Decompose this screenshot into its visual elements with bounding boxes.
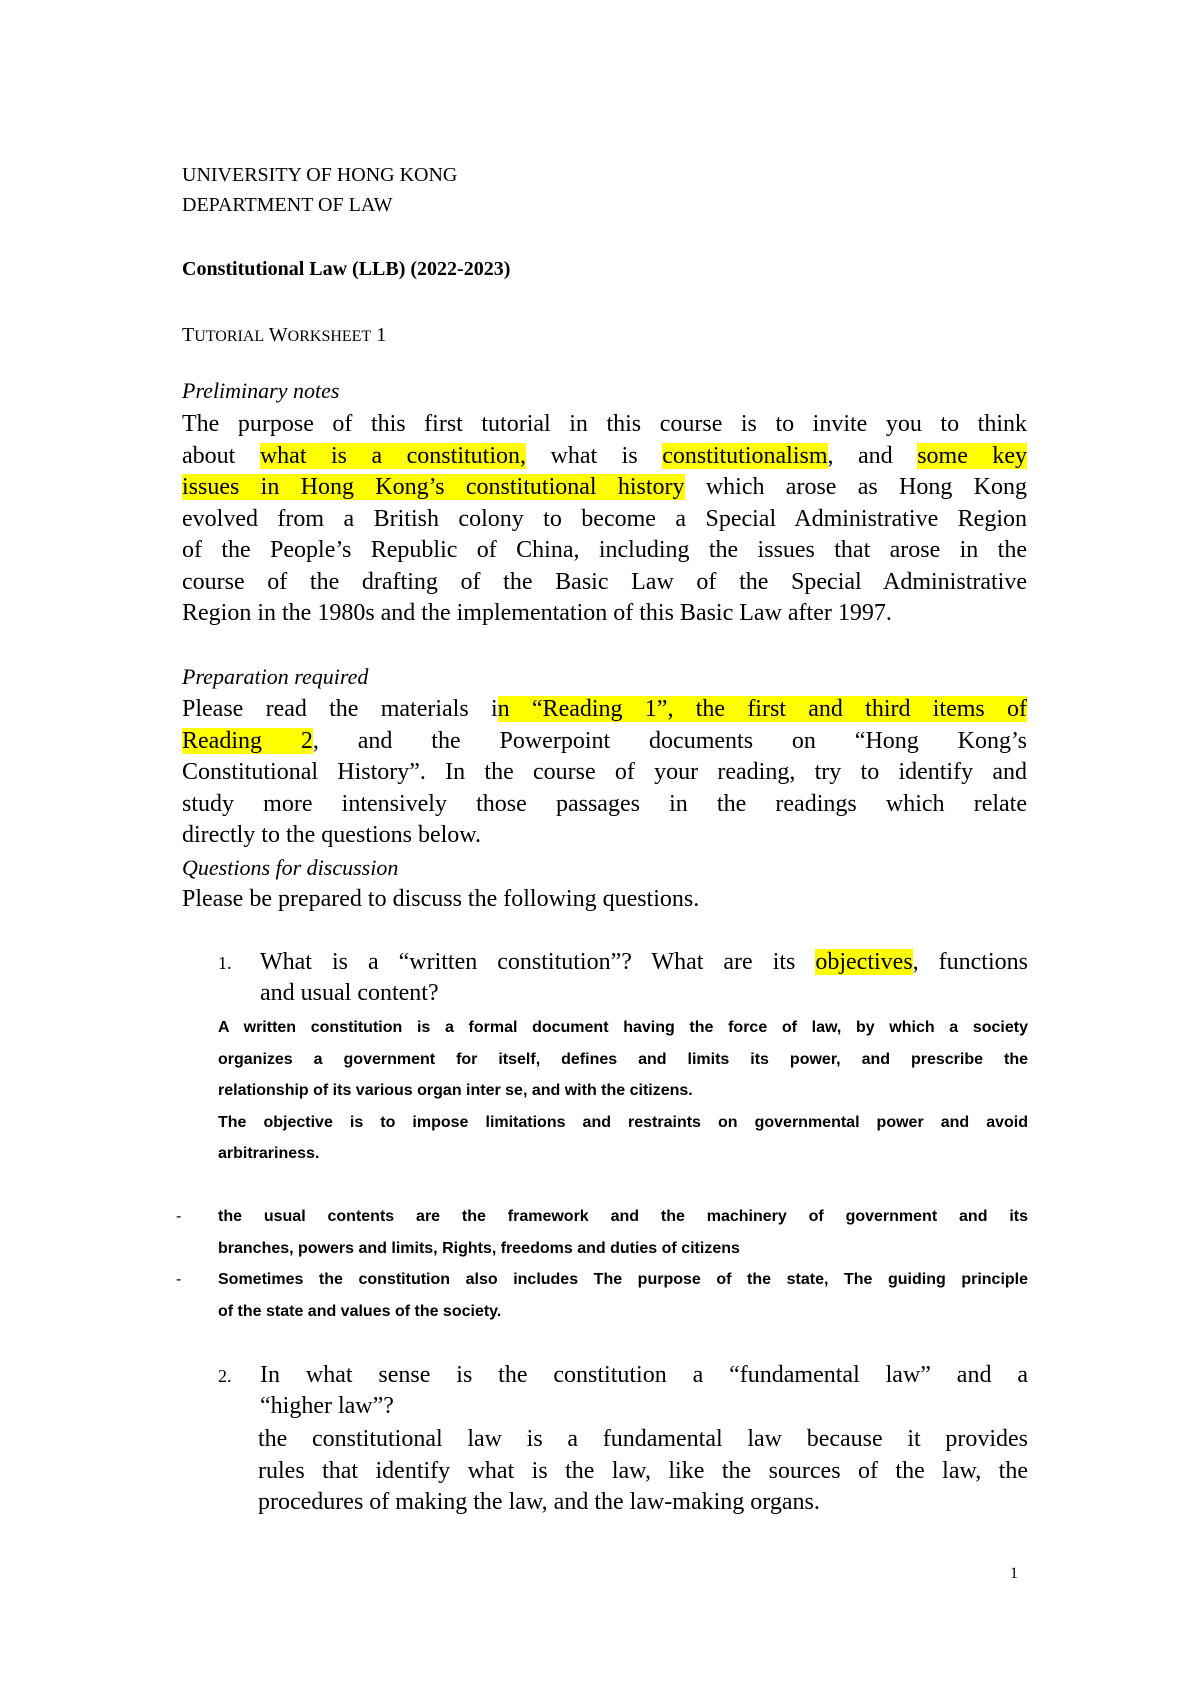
- questions-intro: Please be prepared to discuss the following questions.: [182, 886, 700, 912]
- question-2-number: 2.: [218, 1366, 232, 1386]
- document-page: UNIVERSITY OF HONG KONG DEPARTMENT OF LAW Constitutional Law (LLB) (2022-2023) TUTORIAL WORKSHEET 1 Preliminary notes The purpose of this first tutorial in this course is to invite you to think about what is a constitution, what is constitutionalism, and some key issues in Hong Kong’s constitutional history which arose as Hong Kong evolved from a British colony to become a Special Administrative Region of the People’s Republic of China, including the issues that arose in the course of the drafting of the Basic Law of the Special Administrative Region in the 1980s and the implementation of this Basic Law after 1997. Preparation required Please read the materials in “Reading 1”, the first and third items of Reading 2, and the Powerpoint documents on “Hong Kong’s Constitutional History”. In the course of your reading, try to identify and study more intensively those passages in the readings which relate directly to the questions below. Questions for discussion Please be prepared to discuss the following questions. 1. What is a “written constitution”? What are its objectives, functions and usual content? A written constitution is a formal document having the force of law, by which a society organizes a government for itself, defines and limits its power, and prescribe the relationship of its various organ inter se, and with the citizens. The objective is to impose limitations and restraints on governmental power and avoid arbitrariness. - the usual contents are the framework and the machinery of government and its branches, powers and limits, Rights, freedoms and duties of citizens - Sometimes the constitution also includes The purpose of the state, The guiding principle of the state and values of the society. 2. In what sense is the constitution a “fundamental law” and a “higher law”? the constitutional law is a fundamental law because it provides rules that identify what is the law, like the sources of the law, the procedures of making the law, and the law-making organs. 1: [0, 0, 1200, 1698]
- document-header: [182, 160, 1027, 220]
- highlight-reading-2: Reading 2: [182, 727, 313, 754]
- highlight-constitutionalism: constitutionalism: [662, 442, 828, 469]
- bullet-dash: -: [176, 1271, 182, 1288]
- department-name: DEPARTMENT OF LAW: [182, 194, 393, 216]
- highlight-reading-1: n “Reading 1”, the first and third items of: [497, 696, 1028, 722]
- worksheet-number: 1: [376, 324, 387, 346]
- worksheet-w: W: [268, 324, 288, 346]
- worksheet-t: T: [182, 324, 195, 346]
- preparation-required-heading: Preparation required: [182, 664, 369, 689]
- worksheet-orksheet: ORKSHEET: [287, 328, 372, 345]
- worksheet-title: [182, 320, 1027, 352]
- highlight-constitution: what is a constitution,: [259, 442, 526, 469]
- question-1-number: 1.: [218, 953, 232, 973]
- answer-1: A written constitution is a formal document having the force of law, by which a society organizes a government for itself, defines and limits its power, and prescribe the relationship of its various organ inter se, and with the citizens. The objective is to impose limitations and restraints on governmental power and avoid arbitrariness.: [218, 1019, 1028, 1162]
- bullet-dash: -: [176, 1208, 182, 1225]
- university-name: UNIVERSITY OF HONG KONG: [182, 164, 458, 186]
- preparation-paragraph: Please read the materials in “Reading 1”, the first and third items of Reading 2, and the Powerpoint documents on “Hong Kong’s Constitutional History”. In the course of your reading, try to identify and study more intensively those passages in the readings which relate directly to the questions below.: [182, 696, 1028, 848]
- highlight-objectives: objectives: [815, 949, 913, 975]
- highlight-some-key: some key: [917, 442, 1028, 469]
- answer-2: the constitutional law is a fundamental law because it provides rules that identify what is the law, like the sources of the law, the procedures of making the law, and the law-making organs.: [258, 1426, 1028, 1515]
- course-title: Constitutional Law (LLB) (2022-2023): [182, 258, 511, 280]
- preliminary-notes-paragraph: The purpose of this first tutorial in this course is to invite you to think about what is a constitution, what is constitutionalism, and some key issues in Hong Kong’s constitutional history which arose as Hong Kong evolved from a British colony to become a Special Administrative Region of the People’s Republic of China, including the issues that arose in the course of the drafting of the Basic Law of the Special Administrative Region in the 1980s and the implementation of this Basic Law after 1997.: [182, 411, 1028, 626]
- page-number: 1: [1010, 1565, 1018, 1582]
- preliminary-notes-heading: Preliminary notes: [182, 378, 340, 403]
- questions-heading: Questions for discussion: [182, 855, 399, 880]
- highlight-history: issues in Hong Kong’s constitutional history: [182, 474, 685, 500]
- worksheet-utorial: UTORIAL: [194, 328, 265, 345]
